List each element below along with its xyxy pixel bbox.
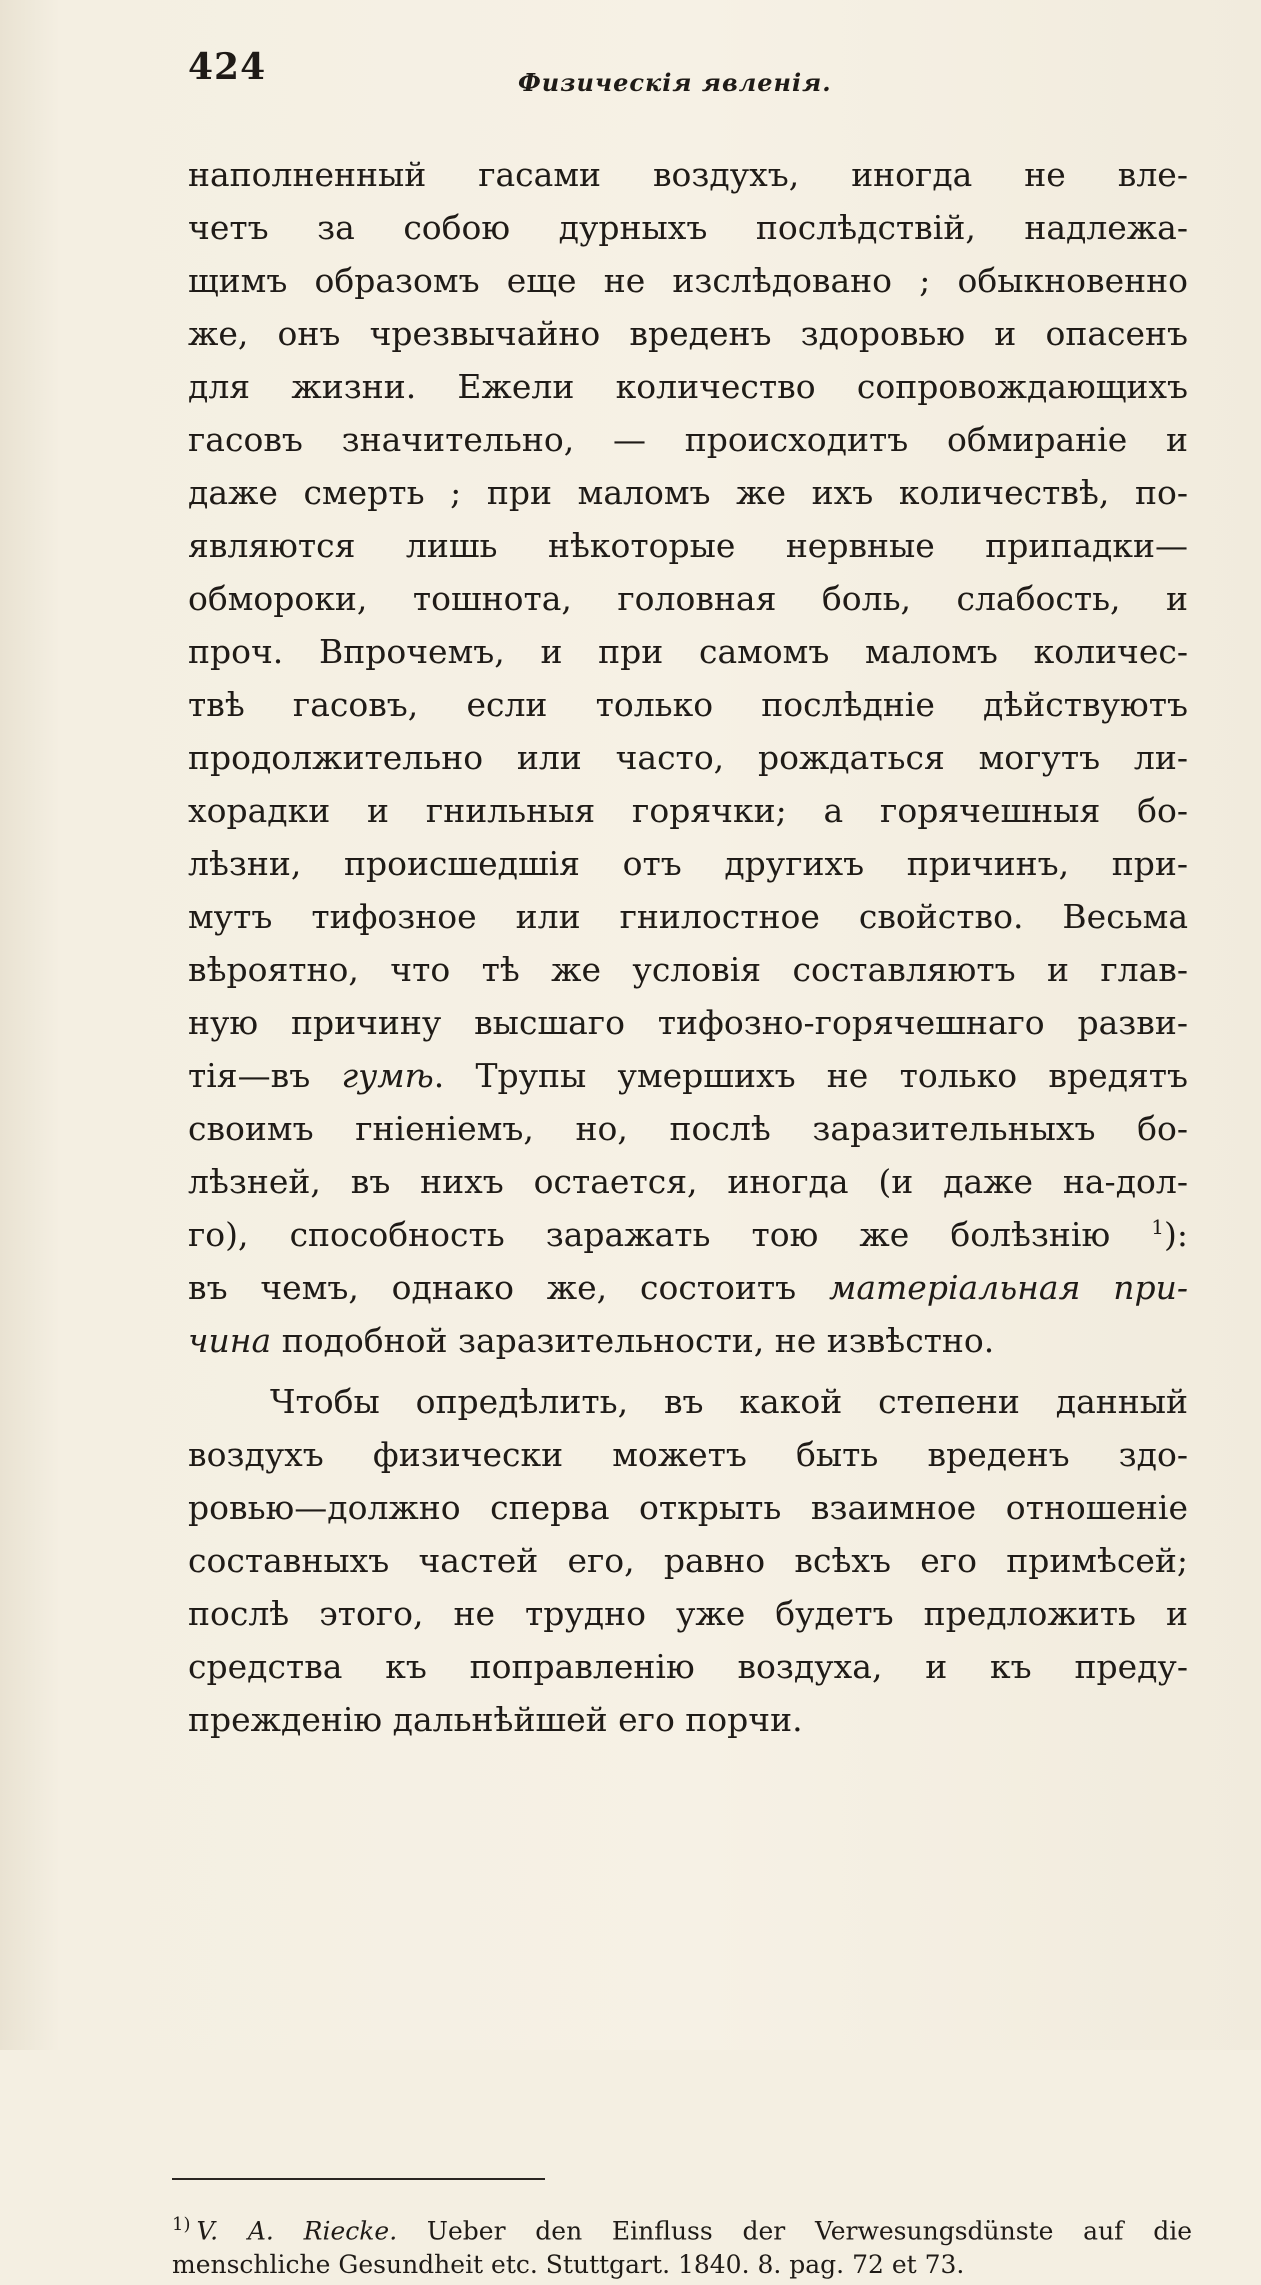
running-title: Физическія явленія. (518, 68, 832, 97)
page-header (188, 46, 1188, 96)
text-line: проч. Впрочемъ, и при самомъ маломъ количес- (188, 632, 1188, 671)
text-line: гасовъ значительно, — происходитъ обмираніе и (188, 420, 1188, 459)
text-line: обмороки, тошнота, головная боль, слабость, и (188, 579, 1188, 618)
main-text (188, 148, 1188, 1746)
text-line: лѣзни, происшедшія отъ другихъ причинъ, при- (188, 844, 1188, 883)
text-line: щимъ образомъ еще не изслѣдовано ; обыкновенно (188, 261, 1188, 300)
footnote-text: Ueber den Einfluss der Verwesungsdünste auf die (397, 2216, 1192, 2246)
paragraph-first-line: Чтобы опредѣлить, въ какой степени данный (270, 1382, 1188, 1421)
text-line: прежденію дальнѣйшей его порчи. (188, 1700, 803, 1739)
text-segment: тія—въ (188, 1056, 342, 1095)
footnote-block (172, 2205, 1192, 2285)
text-segment: го), способность заражать тою же болѣзнію (188, 1215, 1111, 1254)
page-number: 424 (188, 46, 267, 88)
text-line: мутъ тифозное или гнилостное свойство. Весьма (188, 897, 1188, 936)
footnote-author: V. A. Riecke. (196, 2216, 398, 2246)
text-line: средства къ поправленію воздуха, и къ преду- (188, 1647, 1188, 1686)
footnote-mark: 1) (172, 2214, 191, 2235)
italic-word: гумѣ (341, 1056, 434, 1095)
footnote-line (172, 2205, 1192, 2245)
text-segment: ): (1163, 1215, 1188, 1254)
text-line: составныхъ частей его, равно всѣхъ его примѣсей; (188, 1541, 1188, 1580)
footnote-divider (172, 2178, 545, 2180)
text-line (188, 1049, 1188, 1102)
text-line: четъ за собою дурныхъ послѣдствій, надлежа- (188, 208, 1188, 247)
footnote-reference[interactable]: 1 (1151, 1215, 1164, 1239)
text-line: вѣроятно, что тѣ же условія составляютъ и глав- (188, 950, 1188, 989)
text-line: послѣ этого, не трудно уже будетъ предложить и (188, 1594, 1188, 1633)
italic-word: чина (188, 1321, 272, 1360)
text-line (188, 1314, 1188, 1367)
text-segment: въ чемъ, однако же, состоитъ (188, 1268, 829, 1307)
text-line: являются лишь нѣкоторые нервные припадки— (188, 526, 1188, 565)
text-segment: . Трупы умершихъ не только вредятъ (433, 1056, 1188, 1095)
footnote-line: menschliche Gesundheit etc. Stuttgart. 1840. 8. pag. 72 et 73. (172, 2250, 965, 2279)
text-line: воздухъ физически можетъ быть вреденъ здо- (188, 1435, 1188, 1474)
text-line: даже смерть ; при маломъ же ихъ количествѣ, по- (188, 473, 1188, 512)
text-line: своимъ гніеніемъ, но, послѣ заразительныхъ бо- (188, 1109, 1188, 1148)
text-line: ровью—должно сперва открыть взаимное отношеніе (188, 1488, 1188, 1527)
text-line: твѣ гасовъ, если только послѣдніе дѣйствуютъ (188, 685, 1188, 724)
text-line (188, 1208, 1188, 1261)
text-line (188, 1261, 1188, 1314)
italic-phrase: матеріальная при- (828, 1268, 1188, 1307)
text-line: продолжительно или часто, рождаться могутъ ли- (188, 738, 1188, 777)
text-line: наполненный гасами воздухъ, иногда не вле- (188, 155, 1188, 194)
text-line: ную причину высшаго тифозно-горячешнаго разви- (188, 1003, 1188, 1042)
text-line: же, онъ чрезвычайно вреденъ здоровью и опасенъ (188, 314, 1188, 353)
text-line: для жизни. Ежели количество сопровождающихъ (188, 367, 1188, 406)
text-line: лѣзней, въ нихъ остается, иногда (и даже на-дол- (188, 1162, 1188, 1201)
text-segment: подобной заразительности, не извѣстно. (271, 1321, 995, 1360)
text-line: хорадки и гнильныя горячки; а горячешныя бо- (188, 791, 1188, 830)
